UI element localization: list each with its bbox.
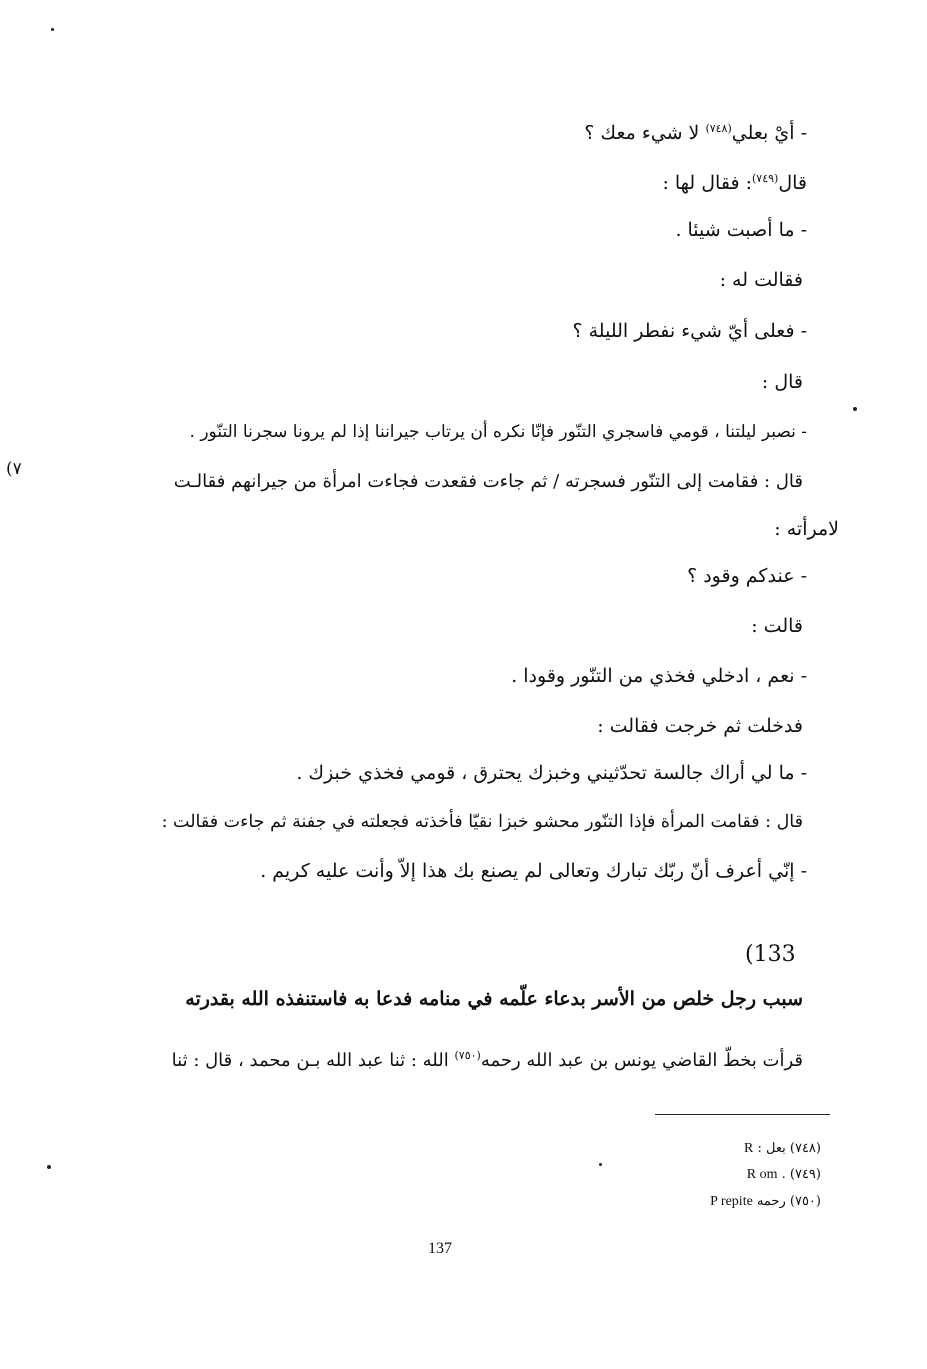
body-line: قال : فقامت إلى التنّور فسجرته / ثم جاءت فقعدت فجاءت امرأة من جيرانهم فقالـت <box>173 471 803 492</box>
body-line: - نعم ، ادخلي فخذي من التنّور وقودا . <box>511 665 807 687</box>
body-line: - إنّي أعرف أنّ ربّك تبارك وتعالى لم يصنع بك هذا إلاّ وأنت عليه كريم . <box>260 860 807 882</box>
footnote: (٧٤٩) . R om <box>746 1167 821 1182</box>
body-line: قال$^{(٧٤٩)}$: فقال لها : <box>662 172 807 194</box>
footnote-rule <box>655 1114 830 1115</box>
body-line: - ما أصبت شيئا . <box>675 219 807 241</box>
body-line: - نصبر ليلتنا ، قومي فاسجري التنّور فإنّا نكره أن يرتاب جيراننا إذا لم يرونا سجرنا التنّور . <box>189 422 807 442</box>
footnote: (٧٤٨) بعل : R <box>744 1141 821 1156</box>
body-line: - ما لي أراك جالسة تحدّثيني وخبزك يحترق ، قومي فخذي خبزك . <box>296 762 807 784</box>
scan-speck <box>51 28 54 31</box>
scan-speck <box>853 407 857 411</box>
section-title: سبب رجل خلص من الأسر بدعاء علّمه في منامه فدعا به فاستنفذه الله بقدرته <box>185 988 803 1010</box>
body-line: - فعلى أيّ شيء نفطر الليلة ؟ <box>572 320 807 342</box>
body-line: قالت : <box>751 615 803 637</box>
body-line: قال : <box>761 371 803 393</box>
body-line: فدخلت ثم خرجت فقالت : <box>597 715 803 737</box>
scan-speck <box>599 1163 602 1166</box>
scan-speck <box>47 1165 51 1169</box>
body-line: - عندكم وقود ؟ <box>687 565 807 587</box>
body-line: - أيْ بعلي$^{(٧٤٨)}$ لا شيء معك ؟ <box>584 122 807 144</box>
page-number: 137 <box>428 1240 452 1257</box>
margin-reference: (٧ <box>6 459 22 479</box>
body-line: لامرأته : <box>774 518 839 540</box>
body-line: فقالت له : <box>719 269 803 291</box>
section-first-line: قرأت بخطّ القاضي يونس بن عبد الله رحمه$^{(٧٥٠)}$ الله : ثنا عبد الله بـن محمد ، قال : ثنا <box>171 1049 803 1071</box>
body-line: قال : فقامت المرأة فإذا التنّور محشو خبزا نقيّا فأخذته فجعلته في جفنة ثم جاءت فقالت : <box>161 812 803 832</box>
footnote: (٧٥٠) رحمه P repite <box>710 1194 821 1209</box>
section-number: (133 <box>745 942 796 967</box>
